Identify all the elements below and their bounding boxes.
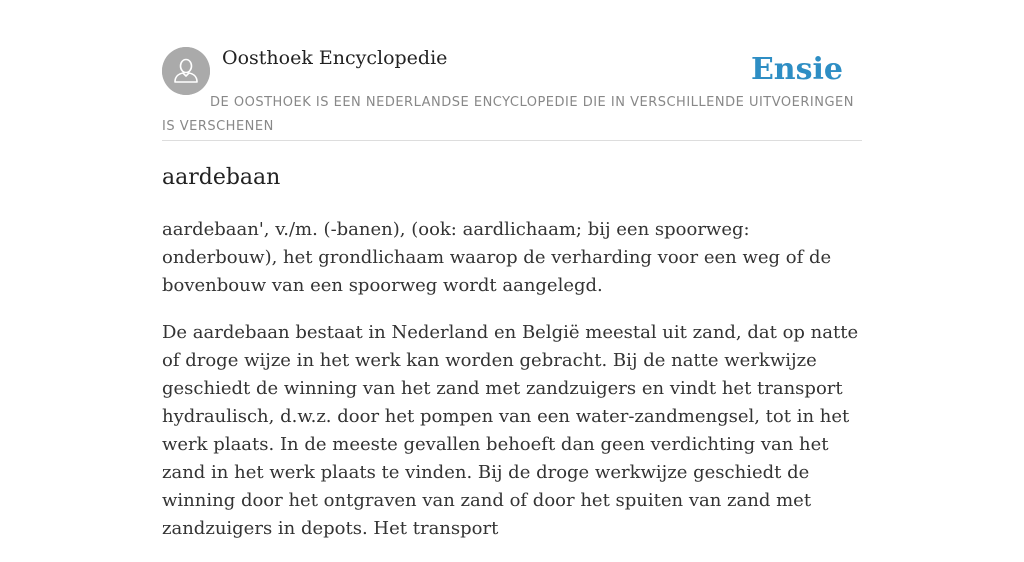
site-name-link[interactable]: Oosthoek Encyclopedie — [222, 47, 448, 69]
site-header — [162, 46, 862, 141]
user-icon[interactable] — [162, 47, 210, 95]
article-paragraph: De aardebaan bestaat in Nederland en België meestal uit zand, dat op natte of droge wijze in het werk kan worden gebracht. Bij de natte werkwijze geschiedt de winning van het zand met zandzuigers en vindt het transport hydraulisch, d.w.z. door het pompen van een water-zandmengsel, tot in het werk plaats. In de meeste gevallen behoeft dan geen verdichting van het zand in het werk plaats te vinden. Bij de droge werkwijze geschiedt de winning door het ontgraven van zand of door het spuiten van zand met zandzuigers in depots. Het transport — [162, 322, 859, 539]
article-paragraph: aardebaan', v./m. (-banen), (ook: aardlichaam; bij een spoorweg: onderbouw), het grondlichaam waarop de verharding voor een weg of de bovenbouw van een spoorweg wordt aangelegd. — [162, 219, 832, 296]
article-title: aardebaan — [162, 165, 281, 190]
avatar-graphic — [162, 47, 210, 95]
ensie-logo[interactable]: Ensie — [750, 52, 843, 87]
site-tagline: DE OOSTHOEK IS EEN NEDERLANDSE ENCYCLOPEDIE DIE IN VERSCHILLENDE UITVOERINGEN IS VERSCHENEN — [162, 95, 854, 134]
article-body — [162, 216, 862, 562]
